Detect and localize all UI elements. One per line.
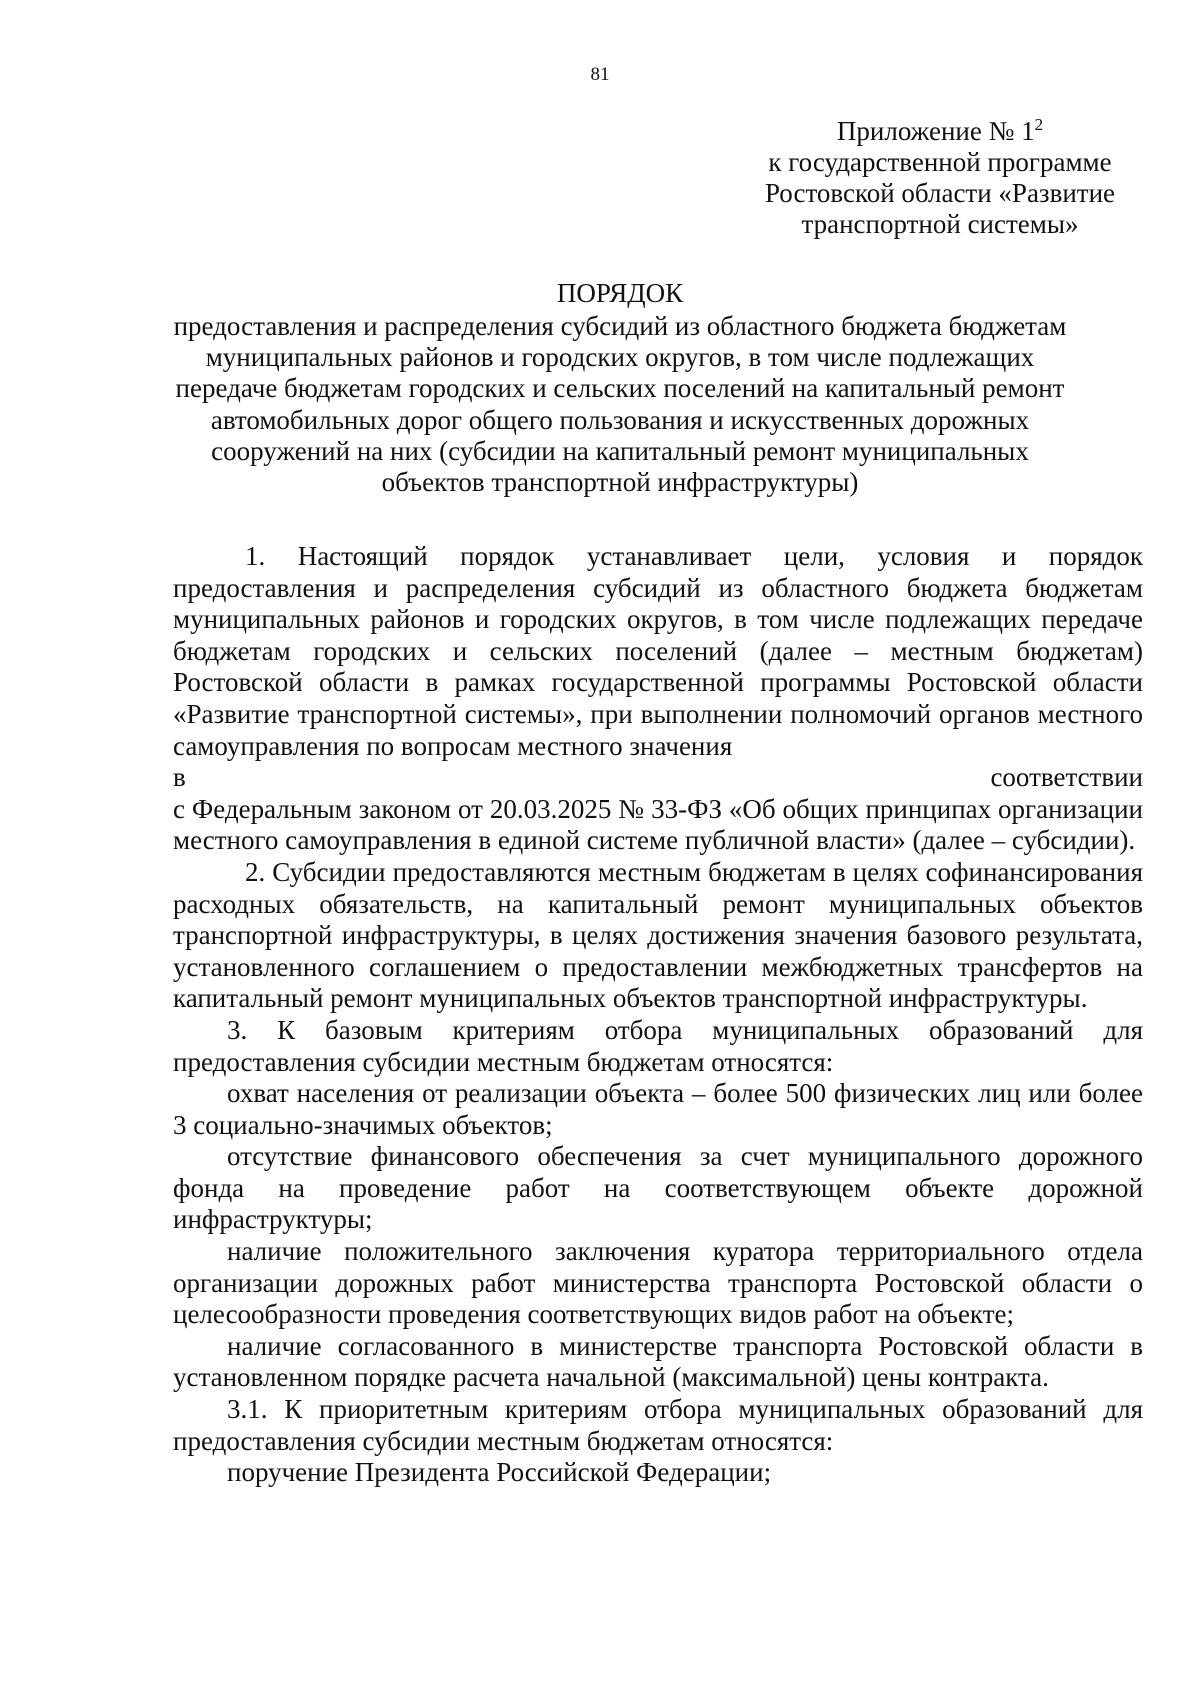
split-right-word: соответствии	[990, 762, 1143, 793]
criteria-item: наличие согласованного в министерстве транспорта Ростовской области в установленном порядке расчета начальной (максимальной) цены контракта.	[173, 1330, 1143, 1393]
paragraph-1-text: 1. Настоящий порядок устанавливает цели, условия и порядок предоставления и распределения субсидий из областного бюджета бюджетам муниципальных районов и городских округов, в том числе подлежащих передаче бюджетам городских и сельских поселений (далее – местным бюджетам) Ростовской области в рамках государственной программы Ростовской области «Развитие транспортной системы», при выполнении полномочий органов местного самоуправления по вопросам местного значения	[173, 541, 1143, 761]
paragraph-1-continuation: с Федеральным законом от 20.03.2025 № 33-ФЗ «Об общих принципах организации местного самоуправления в единой системе публичной власти» (далее – субсидии).	[173, 793, 1143, 856]
paragraph-3: 3. К базовым критериям отбора муниципальных образований для предоставления субсидии местным бюджетам относятся:	[173, 1014, 1143, 1077]
paragraph-2: 2. Субсидии предоставляются местным бюджетам в целях софинансирования расходных обязательств, на капитальный ремонт муниципальных объектов транспортной инфраструктуры, в целях достижения значения базового результата, установленного соглашением о предоставлении межбюджетных трансфертов на капитальный ремонт муниципальных объектов транспортной инфраструктуры.	[173, 856, 1143, 1014]
document-body	[173, 541, 1143, 1489]
subtitle-line: автомобильных дорог общего пользования и искусственных дорожных	[210, 404, 1030, 435]
appendix-header	[740, 116, 1140, 240]
appendix-line-1	[740, 116, 1140, 147]
subtitle-line: сооружений на них (субсидии на капитальный ремонт муниципальных	[211, 435, 1029, 466]
criteria-item: отсутствие финансового обеспечения за счет муниципального дорожного фонда на проведение работ на соответствующем объекте дорожной инфраструктуры;	[173, 1141, 1143, 1235]
appendix-line-2: к государственной программе	[768, 147, 1112, 177]
appendix-label: Приложение № 1	[836, 116, 1035, 146]
criteria-item: охват населения от реализации объекта – более 500 физических лиц или более 3 социально-значимых объектов;	[173, 1078, 1143, 1140]
subtitle-line: предоставления и распределения субсидий из областного бюджета бюджетам	[173, 311, 1067, 341]
appendix-line-3: Ростовской области «Развитие	[764, 178, 1116, 208]
subtitle-line: объектов транспортной инфраструктуры)	[381, 467, 859, 498]
paragraph-1	[173, 541, 1143, 762]
priority-criteria-item: поручение Президента Российской Федерации;	[227, 1457, 772, 1488]
paragraph-1-split-line	[173, 762, 1143, 794]
document-subtitle	[160, 311, 1080, 498]
criteria-item: наличие положительного заключения куратора территориального отдела организации дорожных работ министерства транспорта Ростовской области о целесообразности проведения соответствующих видов работ на объекте;	[173, 1236, 1143, 1330]
appendix-line-4: транспортной системы»	[801, 209, 1079, 239]
document-title: ПОРЯДОК	[556, 278, 684, 308]
subtitle-line: муниципальных районов и городских округов, в том числе подлежащих	[205, 342, 1035, 373]
paragraph-3-1: 3.1. К приоритетным критериям отбора муниципальных образований для предоставления субсидии местным бюджетам относятся:	[173, 1394, 1143, 1456]
split-left-word: в	[173, 762, 186, 793]
subtitle-line: передаче бюджетам городских и сельских поселений на капитальный ремонт	[175, 373, 1065, 404]
appendix-superscript: 2	[1034, 115, 1044, 134]
page-number: 81	[590, 64, 610, 85]
